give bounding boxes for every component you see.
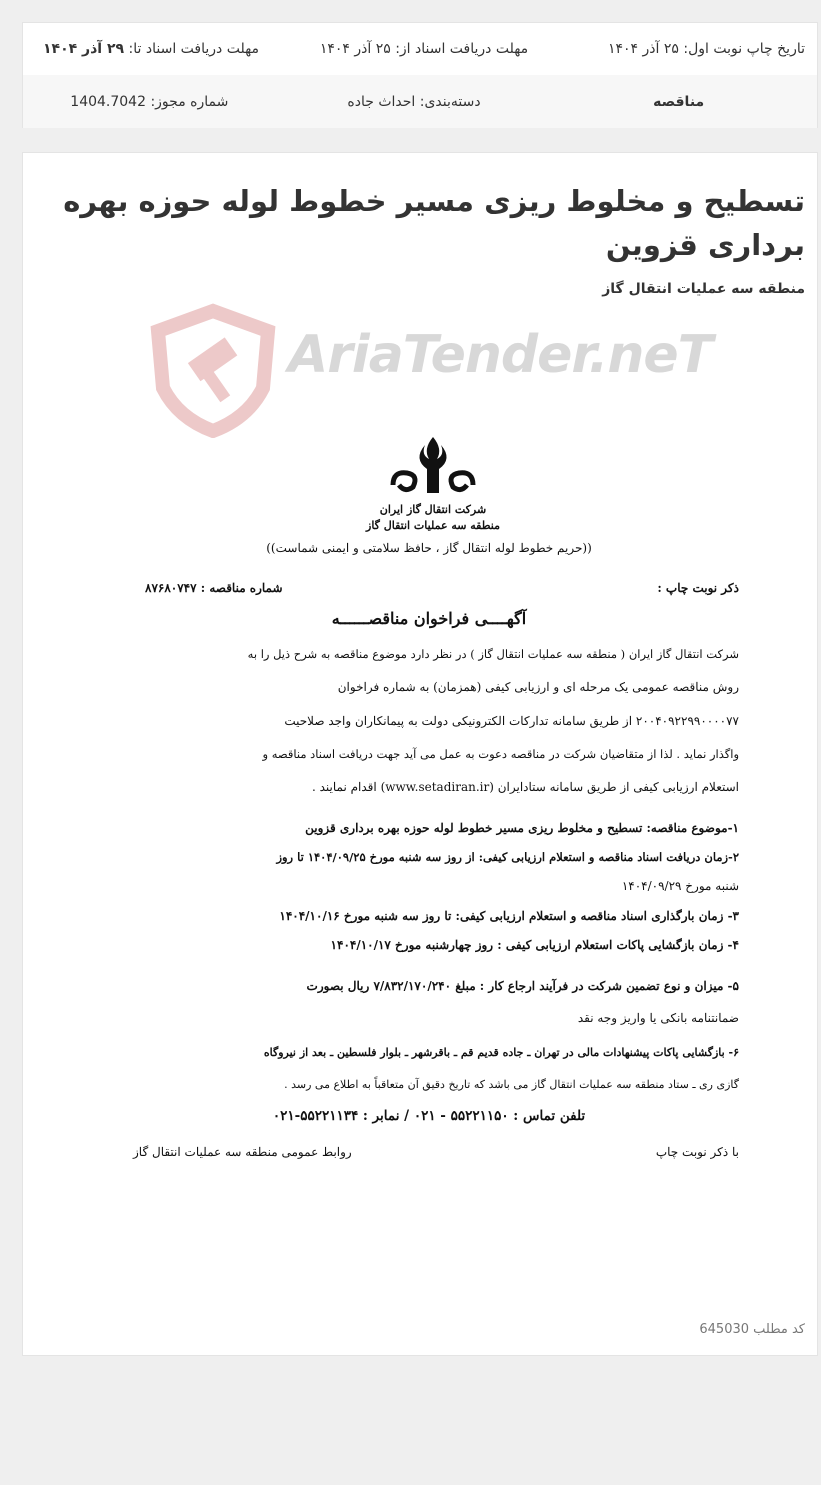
item-line: ۲-زمان دریافت اسناد مناقصه و استعلام ارزیابی کیفی: از روز سه شنبه مورخ ۱۴۰۴/۰۹/۲۵ تا روز	[276, 850, 739, 864]
summary-row-info	[23, 75, 817, 128]
category	[288, 94, 553, 110]
item-line: ۵- میزان و نوع تضمین شرکت در فرآیند ارجاع کار : مبلغ ۷/۸۳۲/۱۷۰/۲۴۰ ریال بصورت	[306, 979, 739, 993]
paragraph-line: استعلام ارزیابی کیفی از طریق سامانه ستادایران (www.setadiran.ir) اقدام نمایند .	[311, 780, 739, 794]
label: شماره مجوز:	[150, 93, 229, 110]
company-logo	[353, 435, 513, 534]
tender-type-cell	[552, 94, 817, 110]
paragraph-line: واگذار نماید . لذا از متقاضیان شرکت در مناقصه دعوت به عمل می آید جهت دریافت اسناد مناقصه و	[262, 747, 739, 761]
announcement-heading: آگهــــی فراخوان مناقصــــــه	[331, 609, 527, 628]
slogan: ((حریم خطوط لوله انتقال گاز ، حافظ سلامتی و ایمنی شماست))	[266, 541, 592, 555]
summary-row-dates	[23, 23, 817, 75]
doc-from-date	[301, 41, 559, 57]
value: ۲۵ آذر ۱۴۰۴	[608, 41, 679, 57]
value: ۲۵ آذر ۱۴۰۴	[319, 41, 391, 57]
organization-name: منطقه سه عملیات انتقال گاز	[602, 281, 805, 297]
value: احداث جاده	[347, 93, 416, 110]
footer-public-relations: روابط عمومی منطقه سه عملیات انتقال گاز	[133, 1145, 352, 1159]
item-line: ضمانتنامه بانکی یا واریز وجه نقد	[577, 1011, 739, 1025]
label: مهلت دریافت اسناد تا:	[128, 41, 260, 57]
print-note: ذکر نوبت چاپ :	[657, 581, 739, 595]
license-number	[23, 94, 288, 110]
value: 645030	[699, 1322, 750, 1337]
page-title: تسطیح و مخلوط ریزی مسیر خطوط لوله حوزه بهره برداری قزوین	[63, 184, 805, 262]
label: مهلت دریافت اسناد از:	[395, 41, 529, 57]
logo-region-name: منطقه سه عملیات انتقال گاز	[366, 519, 500, 532]
doc-to-date	[23, 41, 301, 57]
paragraph-line: روش مناقصه عمومی یک مرحله ای و ارزیابی کیفی (همزمان) به شماره فراخوان	[337, 680, 739, 694]
aria-tender-logo-icon	[148, 303, 278, 438]
footer-print-note: با ذکر نوبت چاپ	[655, 1145, 739, 1159]
tender-number: شماره مناقصه : ۸۷۶۸۰۷۴۷	[145, 581, 283, 595]
paragraph-line: ۲۰۰۴۰۹۲۲۹۹۰۰۰۰۷۷ از طریق سامانه تدارکات الکترونیکی دولت به پیمانکاران واجد صلاحیت	[284, 714, 739, 728]
tender-summary	[22, 22, 818, 128]
tender-type: مناقصه	[653, 93, 705, 110]
contact-phone: تلفن تماس : ۵۵۲۲۱۱۵۰ - ۰۲۱ / نمابر : ۵۵۲۲۱۱۳۴-۰۲۱	[272, 1108, 586, 1124]
post-code	[699, 1322, 805, 1337]
item-line: ۳- زمان بارگذاری اسناد مناقصه و استعلام ارزیابی کیفی: تا روز سه شنبه مورخ ۱۴۰۴/۱۰/۱۶	[279, 909, 739, 923]
item-line: ۴- زمان بازگشایی پاکات استعلام ارزیابی کیفی : روز چهارشنبه مورخ ۱۴۰۴/۱۰/۱۷	[330, 938, 739, 952]
logo-company-name: شرکت انتقال گاز ایران	[379, 503, 487, 516]
item-line: شنبه مورخ ۱۴۰۴/۰۹/۲۹	[621, 879, 739, 893]
label: کد مطلب	[753, 1322, 805, 1337]
tender-content	[22, 152, 818, 1356]
value: 1404.7042	[70, 93, 146, 110]
watermark	[148, 303, 788, 443]
gas-flame-logo-icon	[383, 435, 483, 497]
first-print-date	[559, 41, 817, 57]
label: دسته‌بندی:	[419, 93, 481, 110]
watermark-text: AriaTender.neT	[288, 325, 713, 385]
item-line: گازی ری ـ ستاد منطقه سه عملیات انتقال گاز می باشد که تاریخ دقیق آن متعاقباً به اطلاع می رسد .	[284, 1078, 739, 1091]
value: ۲۹ آذر ۱۴۰۴	[43, 41, 125, 57]
paragraph-line: شرکت انتقال گاز ایران ( منطقه سه عملیات انتقال گاز ) در نظر دارد موضوع مناقصه به شرح ذیل را به	[247, 647, 739, 661]
label: تاریخ چاپ نوبت اول:	[683, 41, 805, 57]
item-line: ۱-موضوع مناقصه: تسطیح و مخلوط ریزی مسیر خطوط لوله حوزه بهره برداری قزوین	[305, 821, 739, 835]
item-line: ۶- بازگشایی پاکات پیشنهادات مالی در تهران ـ جاده قدیم قم ـ باقرشهر ـ بلوار فلسطین ـ بعد از نیروگاه	[263, 1046, 739, 1059]
